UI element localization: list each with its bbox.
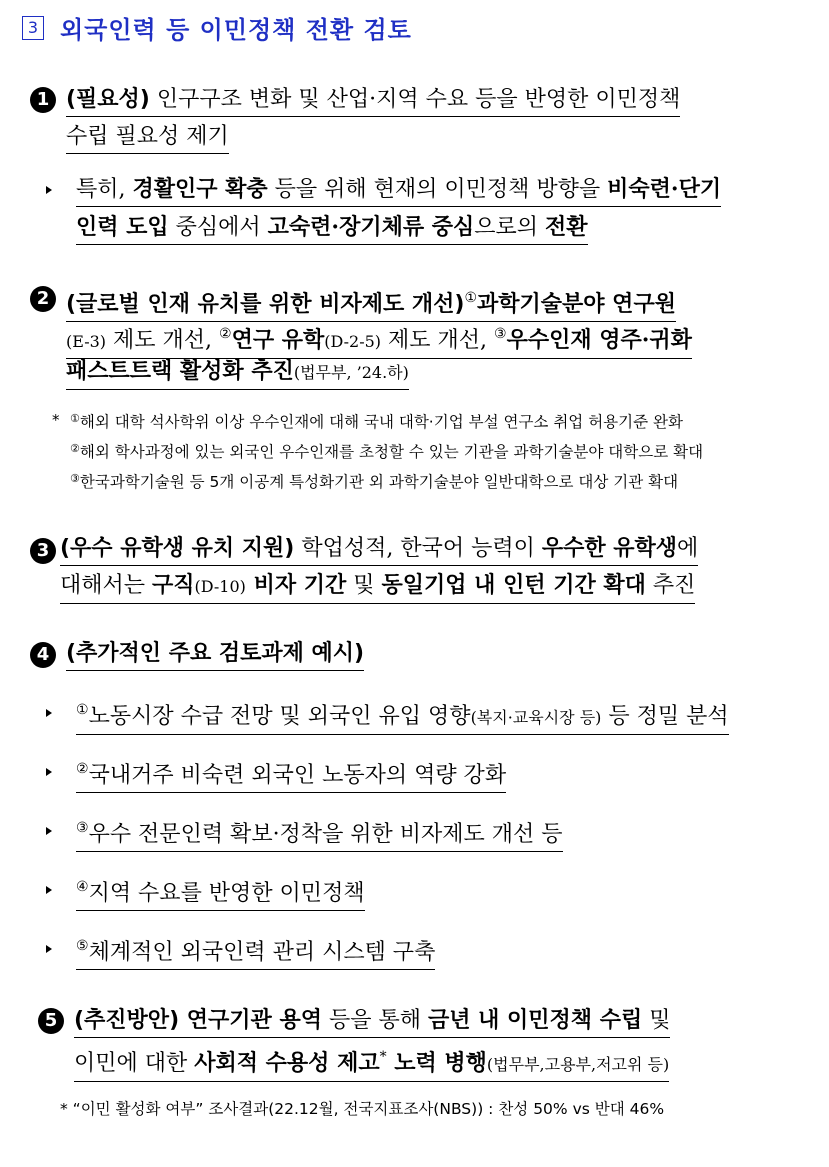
note-star: * <box>52 411 60 429</box>
item-1-number: 1 <box>30 87 56 113</box>
item-5-line-2: 이민에 대한 사회적 수용성 제고* 노력 병행(법무부,고용부,저고위 등) <box>74 1042 669 1082</box>
bullet-arrow-icon <box>46 945 52 953</box>
item-2-line-2: (E-3) 제도 개선, ②연구 유학(D-2-5) 제도 개선, ③우수인재 영주·귀화 <box>66 319 692 359</box>
item-2-note-2: ②해외 학사과정에 있는 외국인 우수인재를 초청할 수 있는 기관을 과학기술분야 대학으로 확대 <box>70 442 704 461</box>
item-4-task-3: ③우수 전문인력 확보·정착을 위한 비자제도 개선 등 <box>76 813 563 852</box>
item-2-line-1: (글로벌 인재 유치를 위한 비자제도 개선)①과학기술분야 연구원 <box>66 283 676 322</box>
item-5-line-1: (추진방안) 연구기관 용역 등을 통해 금년 내 이민정책 수립 및 <box>74 1005 670 1038</box>
item-1-line-2: 수립 필요성 제기 <box>66 122 229 154</box>
item-3-line-1: (우수 유학생 유치 지원) 학업성적, 한국어 능력이 우수한 유학생에 <box>60 533 698 566</box>
item-4-task-4: ④지역 수요를 반영한 이민정책 <box>76 872 365 911</box>
item-5-number: 5 <box>38 1008 64 1034</box>
section-number-box: 3 <box>22 16 44 40</box>
item-1-sub-line-1: 특히, 경활인구 확충 등을 위해 현재의 이민정책 방향을 비숙련·단기 <box>76 174 721 207</box>
item-3-number: 3 <box>30 538 56 564</box>
bullet-arrow-icon <box>46 186 52 194</box>
bullet-arrow-icon <box>46 768 52 776</box>
item-3-line-2: 대해서는 구직(D-10) 비자 기간 및 동일기업 내 인턴 기간 확대 추진 <box>60 570 695 604</box>
item-4-heading: (추가적인 주요 검토과제 예시) <box>66 639 364 671</box>
item-1-sub-line-2: 인력 도입 중심에서 고숙련·장기체류 중심으로의 전환 <box>76 212 588 245</box>
bullet-arrow-icon <box>46 886 52 894</box>
item-1-line-1: (필요성) 인구구조 변화 및 산업·지역 수요 등을 반영한 이민정책 <box>66 85 680 117</box>
item-4-task-5: ⑤체계적인 외국인력 관리 시스템 구축 <box>76 931 435 970</box>
item-2-note-1: ①해외 대학 석사학위 이상 우수인재에 대해 국내 대학·기업 부설 연구소 취업 허용기준 완화 <box>70 412 683 431</box>
item-4-task-1: ①노동시장 수급 전망 및 외국인 유입 영향(복지·교육시장 등) 등 정밀 분석 <box>76 695 729 735</box>
item-4-number: 4 <box>30 642 56 668</box>
bullet-arrow-icon <box>46 709 52 717</box>
item-4-task-2: ②국내거주 비숙련 외국인 노동자의 역량 강화 <box>76 754 506 793</box>
bullet-arrow-icon <box>46 827 52 835</box>
survey-footnote: * “이민 활성화 여부” 조사결과(22.12월, 전국지표조사(NBS)) : 찬성 50% vs 반대 46% <box>60 1100 665 1118</box>
item-2-number: 2 <box>30 286 56 312</box>
section-title <box>22 10 412 45</box>
item-2-note-3: ③한국과학기술원 등 5개 이공계 특성화기관 외 과학기술분야 일반대학으로 대상 기관 확대 <box>70 472 679 491</box>
item-2-line-3: 패스트트랙 활성화 추진(법무부, ’24.하) <box>66 356 409 390</box>
section-title-text: 외국인력 등 이민정책 전환 검토 <box>60 16 412 44</box>
